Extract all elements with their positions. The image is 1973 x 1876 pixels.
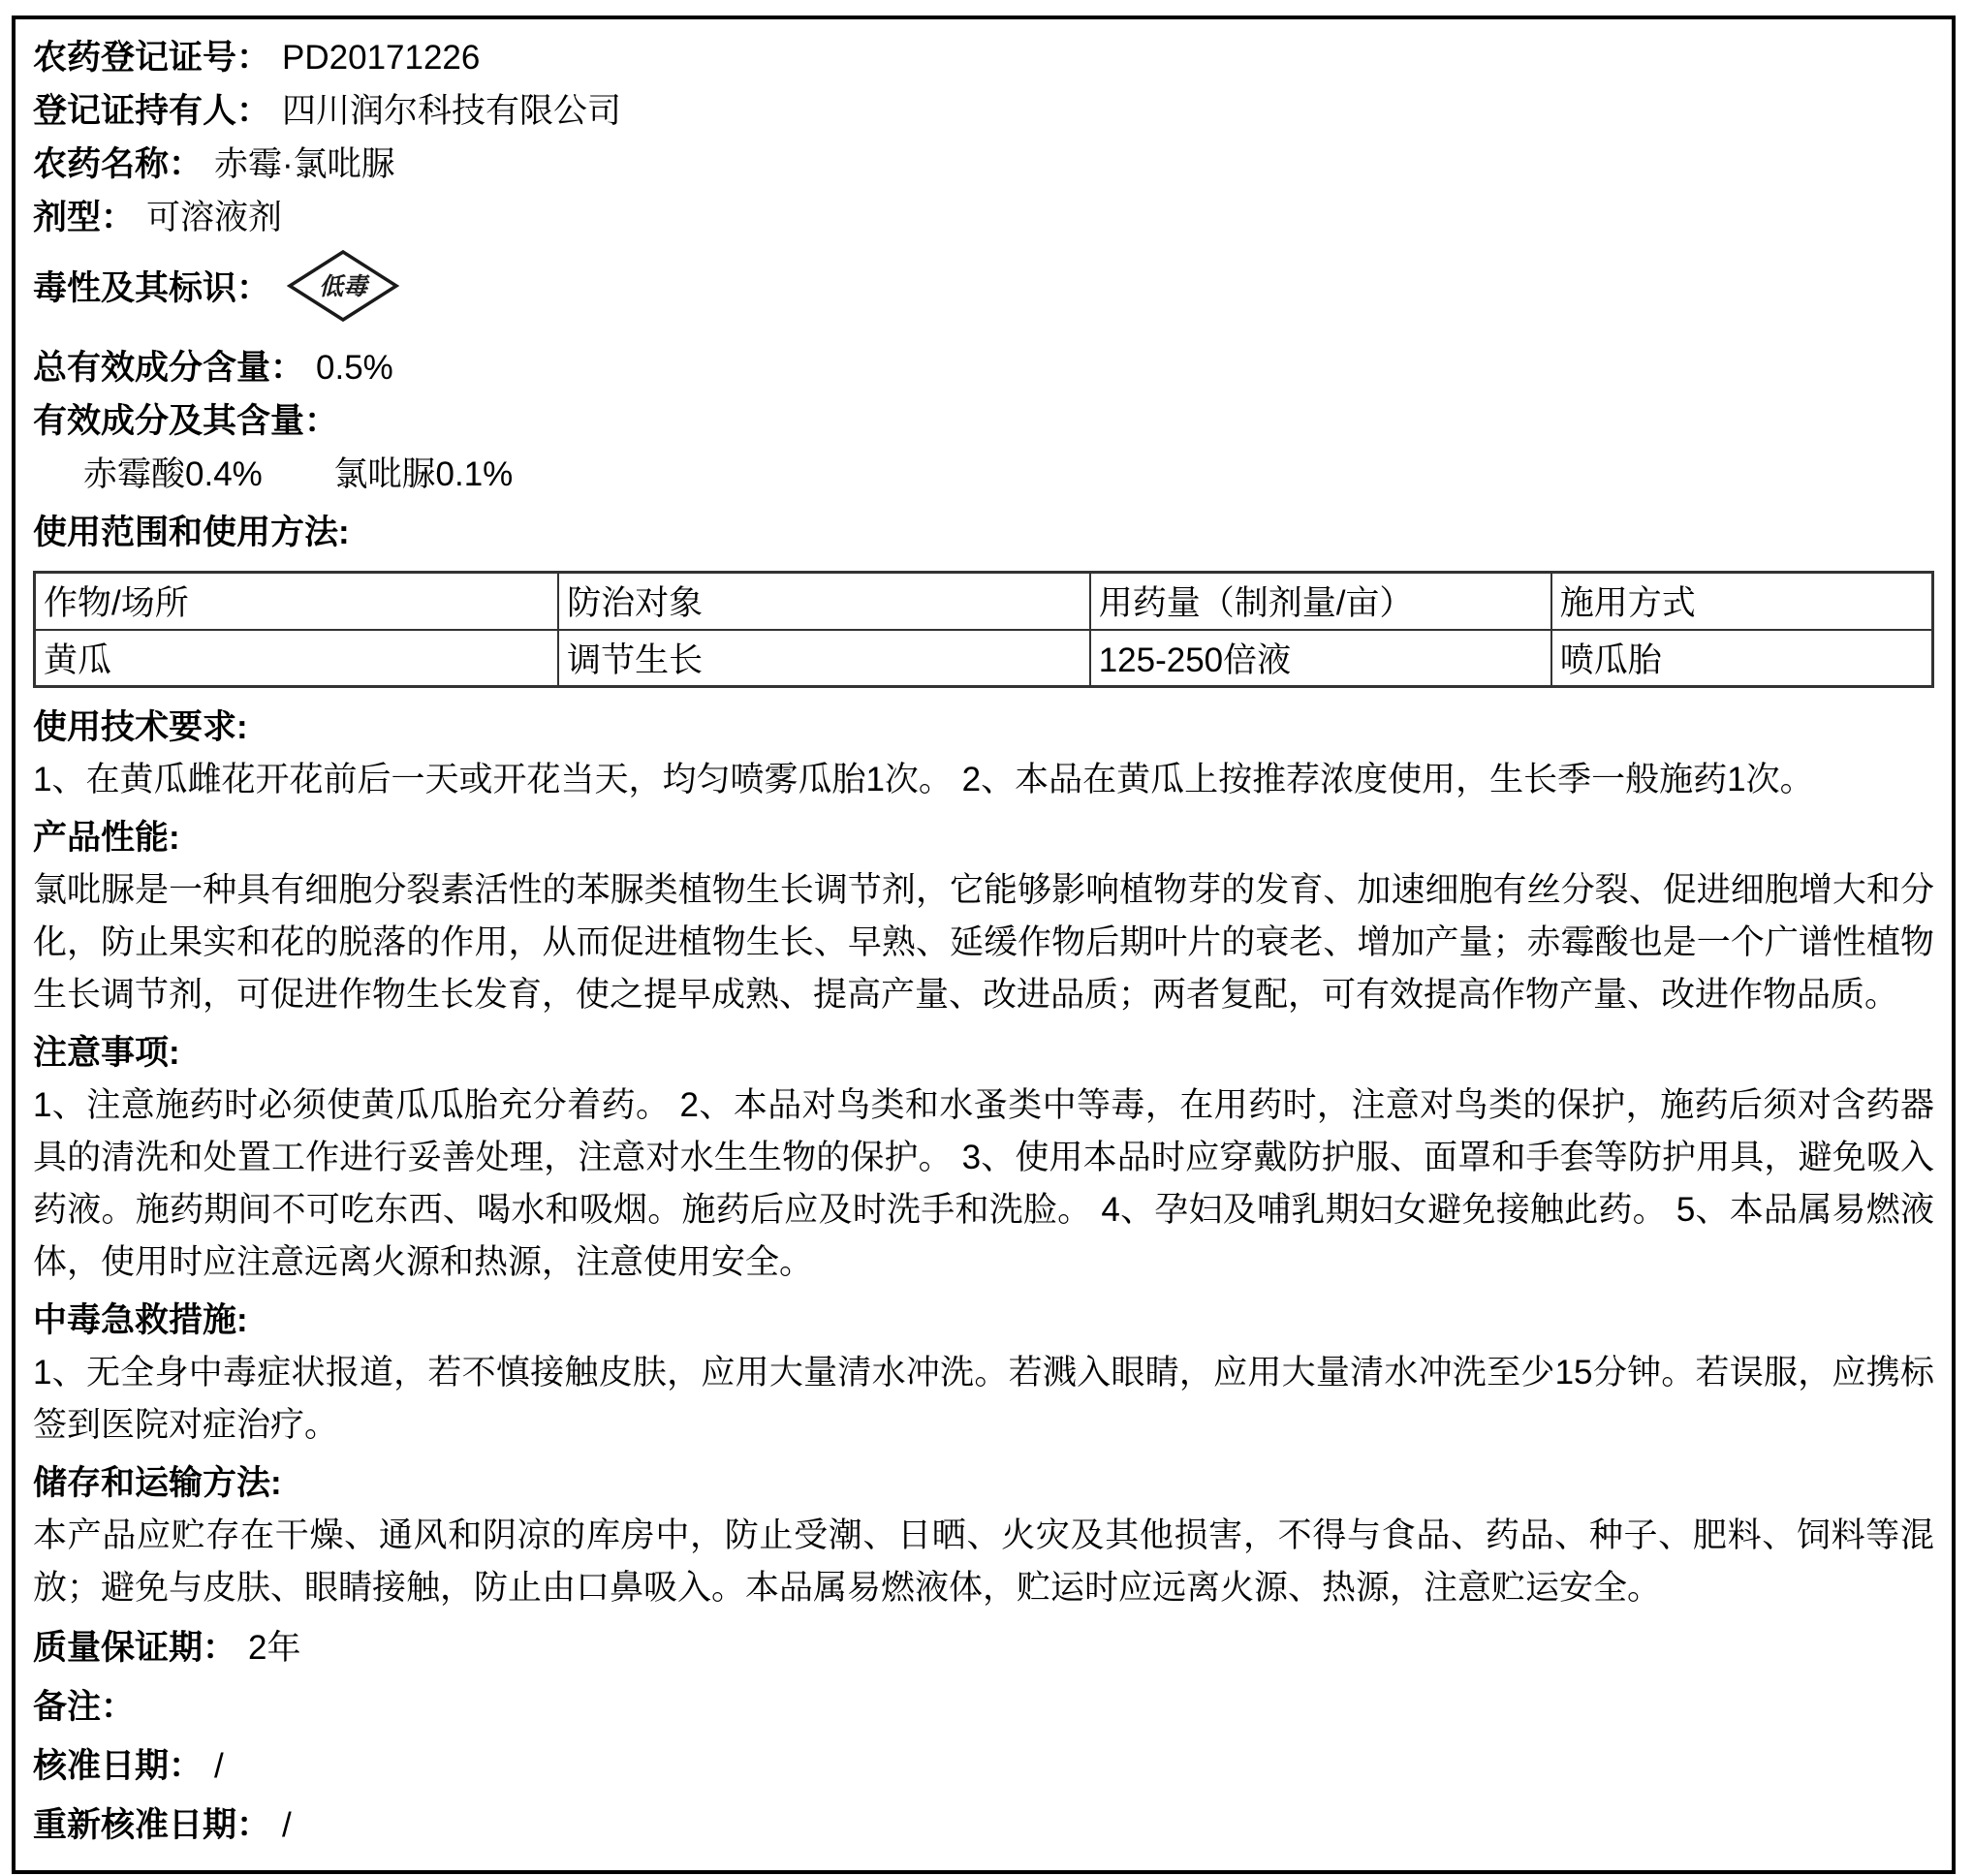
section-body-storage-transport: 本产品应贮存在干燥、通风和阴凉的库房中，防止受潮、日晒、火灾及其他损害，不得与食品、药品、种子、肥料、饲料等混放；避免与皮肤、眼睛接触，防止由口鼻吸入。本品属易燃液体，贮运时应远离火源、热源，注意贮运安全。: [33, 1516, 1934, 1607]
field-label-pesticide-name: 农药名称：: [33, 145, 204, 183]
usage-cell-target: 调节生长: [558, 630, 1090, 687]
field-row-remarks: [33, 1677, 1934, 1736]
usage-cell-method: 喷瓜胎: [1551, 630, 1933, 687]
field-label-remarks: 备注：: [33, 1688, 136, 1726]
field-value-shelf-life: 2年: [248, 1629, 301, 1667]
field-row-ingredients-heading: [33, 394, 1934, 448]
usage-cell-dosage: 125-250倍液: [1090, 630, 1551, 687]
section-title-precautions: 注意事项:: [33, 1034, 180, 1072]
field-row-approval-date: [33, 1736, 1934, 1796]
section-title-technical-requirements: 使用技术要求:: [33, 708, 248, 746]
low-toxicity-diamond-icon: [286, 248, 400, 324]
usage-header-target: 防治对象: [558, 573, 1090, 630]
footer-fields: [33, 1618, 1934, 1855]
section-title-storage-transport: 储存和运输方法:: [33, 1464, 282, 1502]
usage-cell-crop: 黄瓜: [35, 630, 559, 687]
ingredients-line: [33, 448, 1934, 501]
field-value-certificate-holder: 四川润尔科技有限公司: [282, 92, 622, 130]
field-label-reapproval-date: 重新核准日期：: [33, 1806, 271, 1844]
field-label-approval-date: 核准日期：: [33, 1747, 204, 1785]
usage-header-method: 施用方式: [1551, 573, 1933, 630]
field-label-certificate-holder: 登记证持有人：: [33, 92, 271, 130]
pesticide-registration-document: [12, 16, 1956, 1874]
field-row-formulation: [33, 191, 1934, 244]
usage-header-dosage: 用药量（制剂量/亩）: [1090, 573, 1551, 630]
usage-table-header-row: [35, 573, 1933, 630]
usage-table: [33, 571, 1934, 688]
field-label-ingredients: 有效成分及其含量：: [33, 402, 339, 440]
field-row-toxicity: [33, 244, 1934, 328]
section-body-product-performance: 氯吡脲是一种具有细胞分裂素活性的苯脲类植物生长调节剂，它能够影响植物芽的发育、加速细胞有丝分裂、促进细胞增大和分化，防止果实和花的脱落的作用，从而促进植物生长、早熟、延缓作物后期叶片的衰老、增加产量；赤霉酸也是一个广谱性植物生长调节剂，可促进作物生长发育，使之提早成熟、提高产量、改进品质；两者复配，可有效提高作物产量、改进作物品质。: [33, 871, 1934, 1014]
field-value-pesticide-name: 赤霉·氯吡脲: [214, 145, 395, 183]
usage-header-crop: 作物/场所: [35, 573, 559, 630]
field-value-total-content: 0.5%: [316, 349, 393, 387]
field-value-approval-date: /: [214, 1747, 224, 1785]
section-body-first-aid: 1、无全身中毒症状报道，若不慎接触皮肤，应用大量清水冲洗。若溅入眼睛，应用大量清水冲洗至少15分钟。若误服，应携标签到医院对症治疗。: [33, 1354, 1934, 1444]
section-body-precautions: 1、注意施药时必须使黄瓜瓜胎充分着药。 2、本品对鸟类和水蚤类中等毒，在用药时，注意对鸟类的保护，施药后须对含药器具的清洗和处置工作进行妥善处理，注意对水生生物的保护。 3、使用本品时应穿戴防护服、面罩和手套等防护用具，避免吸入药液。施药期间不可吃东西、喝水和吸烟。施药后应及时洗手和洗脸。 4、孕妇及哺乳期妇女避免接触此药。 5、本品属易燃液体，使用时应注意远离火源和热源，注意使用安全。: [33, 1086, 1934, 1281]
field-value-reapproval-date: /: [282, 1806, 292, 1844]
field-label-toxicity: 毒性及其标识：: [33, 269, 271, 307]
field-label-total-content: 总有效成分含量：: [33, 349, 305, 387]
field-label-shelf-life: 质量保证期：: [33, 1629, 237, 1667]
field-value-registration-number: PD20171226: [282, 39, 481, 77]
field-row-pesticide-name: [33, 138, 1934, 191]
usage-table-data-row: [35, 630, 1933, 687]
field-label-registration-number: 农药登记证号：: [33, 39, 271, 77]
field-row-registration-number: [33, 31, 1934, 84]
field-row-shelf-life: [33, 1618, 1934, 1677]
section-title-usage-scope: 使用范围和使用方法:: [33, 514, 350, 551]
field-value-formulation: 可溶液剂: [146, 199, 283, 236]
section-title-product-performance: 产品性能:: [33, 819, 180, 857]
field-row-certificate-holder: [33, 84, 1934, 138]
ingredient-gibberellic-acid: 赤霉酸0.4%: [83, 455, 263, 493]
ingredient-forchlorfenuron: 氯吡脲0.1%: [333, 455, 514, 493]
field-row-total-content: [33, 341, 1934, 394]
low-toxicity-badge-text: 低毒: [319, 273, 368, 300]
field-row-reapproval-date: [33, 1796, 1934, 1855]
field-label-formulation: 剂型：: [33, 199, 136, 236]
section-body-technical-requirements: 1、在黄瓜雌花开花前后一天或开花当天，均匀喷雾瓜胎1次。 2、本品在黄瓜上按推荐浓度使用，生长季一般施药1次。: [33, 761, 1814, 798]
section-title-first-aid: 中毒急救措施:: [33, 1301, 248, 1339]
